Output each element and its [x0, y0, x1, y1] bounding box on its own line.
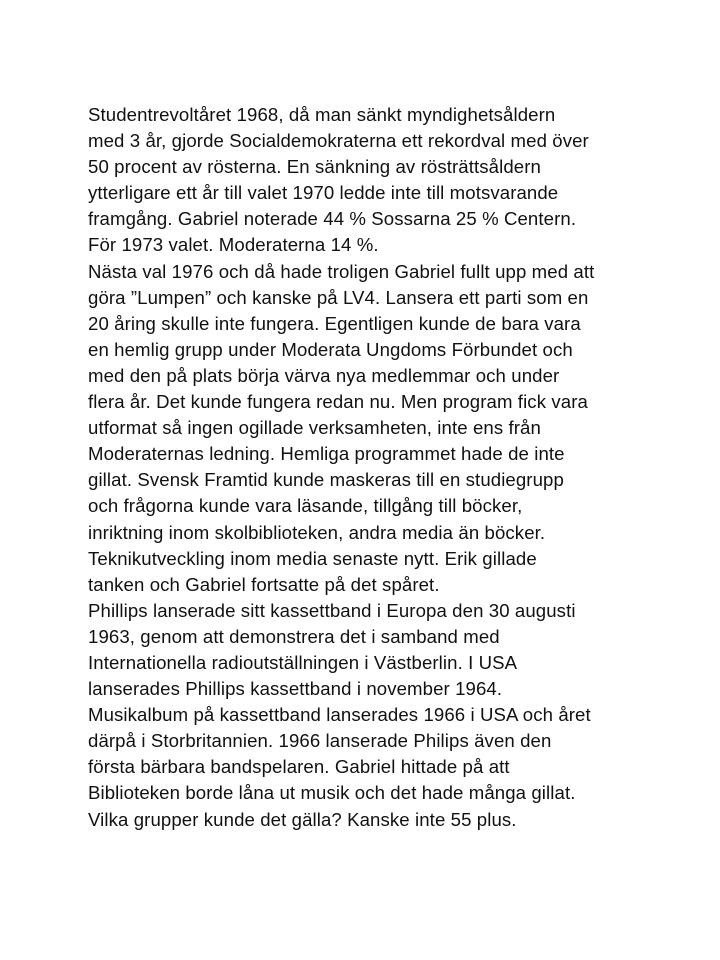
text-line: Vilka grupper kunde det gälla? Kanske inte 55 plus. [88, 808, 517, 830]
text-line: 1963, genom att demonstrera det i samband med [88, 625, 500, 647]
text-line: en hemlig grupp under Moderata Ungdoms Förbundet och [88, 338, 573, 360]
text-line: Phillips lanserade sitt kassettband i Europa den 30 augusti [88, 599, 576, 621]
document-body [88, 102, 708, 833]
text-line: tanken och Gabriel fortsatte på det spåret. [88, 573, 440, 595]
text-line: med den på plats börja värva nya medlemmar och under [88, 364, 560, 386]
text-line: Studentrevoltåret 1968, då man sänkt myndighetsåldern [88, 104, 556, 125]
text-line: Teknikutveckling inom media senaste nytt. Erik gillade [88, 547, 537, 569]
paragraph-2 [88, 259, 708, 598]
text-line: flera år. Det kunde fungera redan nu. Men program fick vara [88, 391, 588, 413]
text-line: framgång. Gabriel noterade 44 % Sossarna 25 % Centern. [88, 208, 577, 230]
text-line: första bärbara bandspelaren. Gabriel hittade på att [88, 756, 510, 778]
text-line: Nästa val 1976 och då hade troligen Gabriel fullt upp med att [88, 260, 595, 282]
paragraph-1 [88, 102, 708, 259]
text-line: göra ”Lumpen” och kanske på LV4. Lansera ett parti som en [88, 286, 589, 308]
text-line: utformat så ingen ogillade verksamheten, inte ens från [88, 417, 541, 439]
text-line: Musikalbum på kassettband lanserades 1966 i USA och året [88, 704, 591, 726]
text-line: därpå i Storbritannien. 1966 lanserade Philips även den [88, 730, 552, 752]
text-line: Biblioteken borde låna ut musik och det hade många gillat. [88, 782, 576, 804]
text-line: inriktning inom skolbiblioteken, andra media än böcker. [88, 521, 546, 543]
text-line: med 3 år, gjorde Socialdemokraterna ett rekordval med över [88, 130, 589, 152]
text-line: Internationella radioutställningen i Västberlin. I USA [88, 651, 518, 673]
text-line: Moderaternas ledning. Hemliga programmet hade de inte [88, 443, 565, 465]
text-line: 50 procent av rösterna. En sänkning av rösträttsåldern [88, 156, 541, 178]
text-line: För 1973 valet. Moderaterna 14 %. [88, 234, 379, 256]
text-line: lanserades Phillips kassettband i november 1964. [88, 678, 503, 700]
text-line: och frågorna kunde vara läsande, tillgång till böcker, [88, 495, 523, 517]
text-line: 20 åring skulle inte fungera. Egentligen kunde de bara vara [88, 312, 581, 334]
paragraph-3 [88, 598, 708, 833]
text-line: gillat. Svensk Framtid kunde maskeras till en studiegrupp [88, 469, 564, 491]
text-line: ytterligare ett år till valet 1970 ledde inte till motsvarande [88, 182, 559, 204]
